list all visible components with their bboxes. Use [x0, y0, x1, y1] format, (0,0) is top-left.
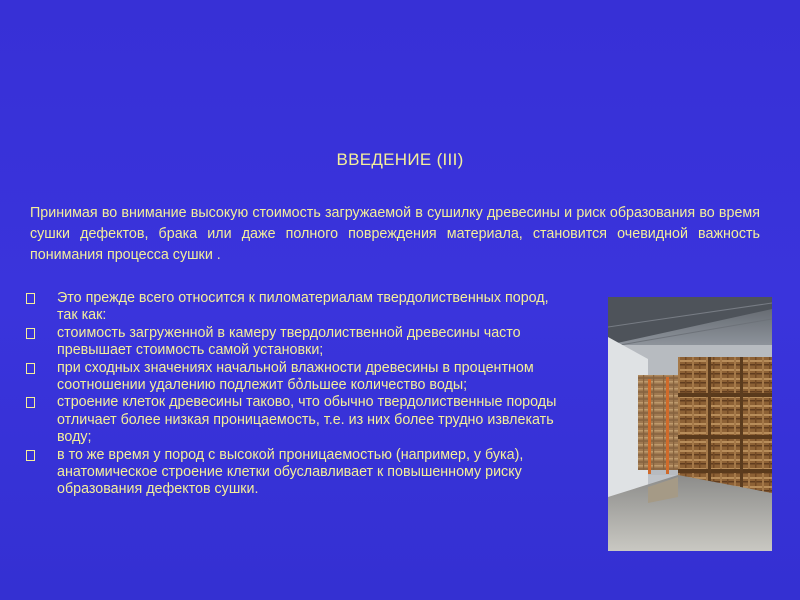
- bullet-item: [22, 447, 562, 499]
- bullet-list: [22, 290, 562, 499]
- bullet-text: Это прежде всего относится к пиломатериалам твердолиственных пород, так как:: [57, 290, 549, 324]
- lumber-drying-kiln-photo-icon: [608, 297, 772, 551]
- bullet-item: [22, 325, 562, 360]
- bullet-text: строение клеток древесины таково, что обычно твердолиственные породы отличает более низкая проницаемость, т.е. из них более трудно извлекать воду;: [57, 394, 557, 446]
- bullet-text: в то же время у пород с высокой проницаемостью (например, у бука), анатомическое строение клетки обуславливает к повышенному риску образования дефектов сушки.: [57, 446, 524, 498]
- square-bullet-icon: [26, 328, 35, 339]
- square-bullet-icon: [26, 363, 35, 374]
- bullet-item: [22, 290, 562, 325]
- lumber-kiln-photo: [608, 297, 772, 551]
- square-bullet-icon: [26, 450, 35, 461]
- bullet-text: при сходных значениях начальной влажности древесины в процентном соотношении удалению подлежит бỏльшее количество воды;: [57, 359, 534, 394]
- bullet-item: [22, 360, 562, 395]
- slide-title: ВВЕДЕНИЕ (III): [336, 150, 464, 169]
- intro-paragraph: Принимая во внимание высокую стоимость загружаемой в сушилку древесины и риск образования во время сушки дефектов, брака или даже полного повреждения материала, становится очевидной важность понимания процесса сушки .: [30, 205, 760, 263]
- square-bullet-icon: [26, 397, 35, 408]
- bullet-text: стоимость загруженной в камеру твердолиственной древесины часто превышает стоимость самой установки;: [57, 324, 521, 359]
- bullet-item: [22, 394, 562, 446]
- square-bullet-icon: [26, 293, 35, 304]
